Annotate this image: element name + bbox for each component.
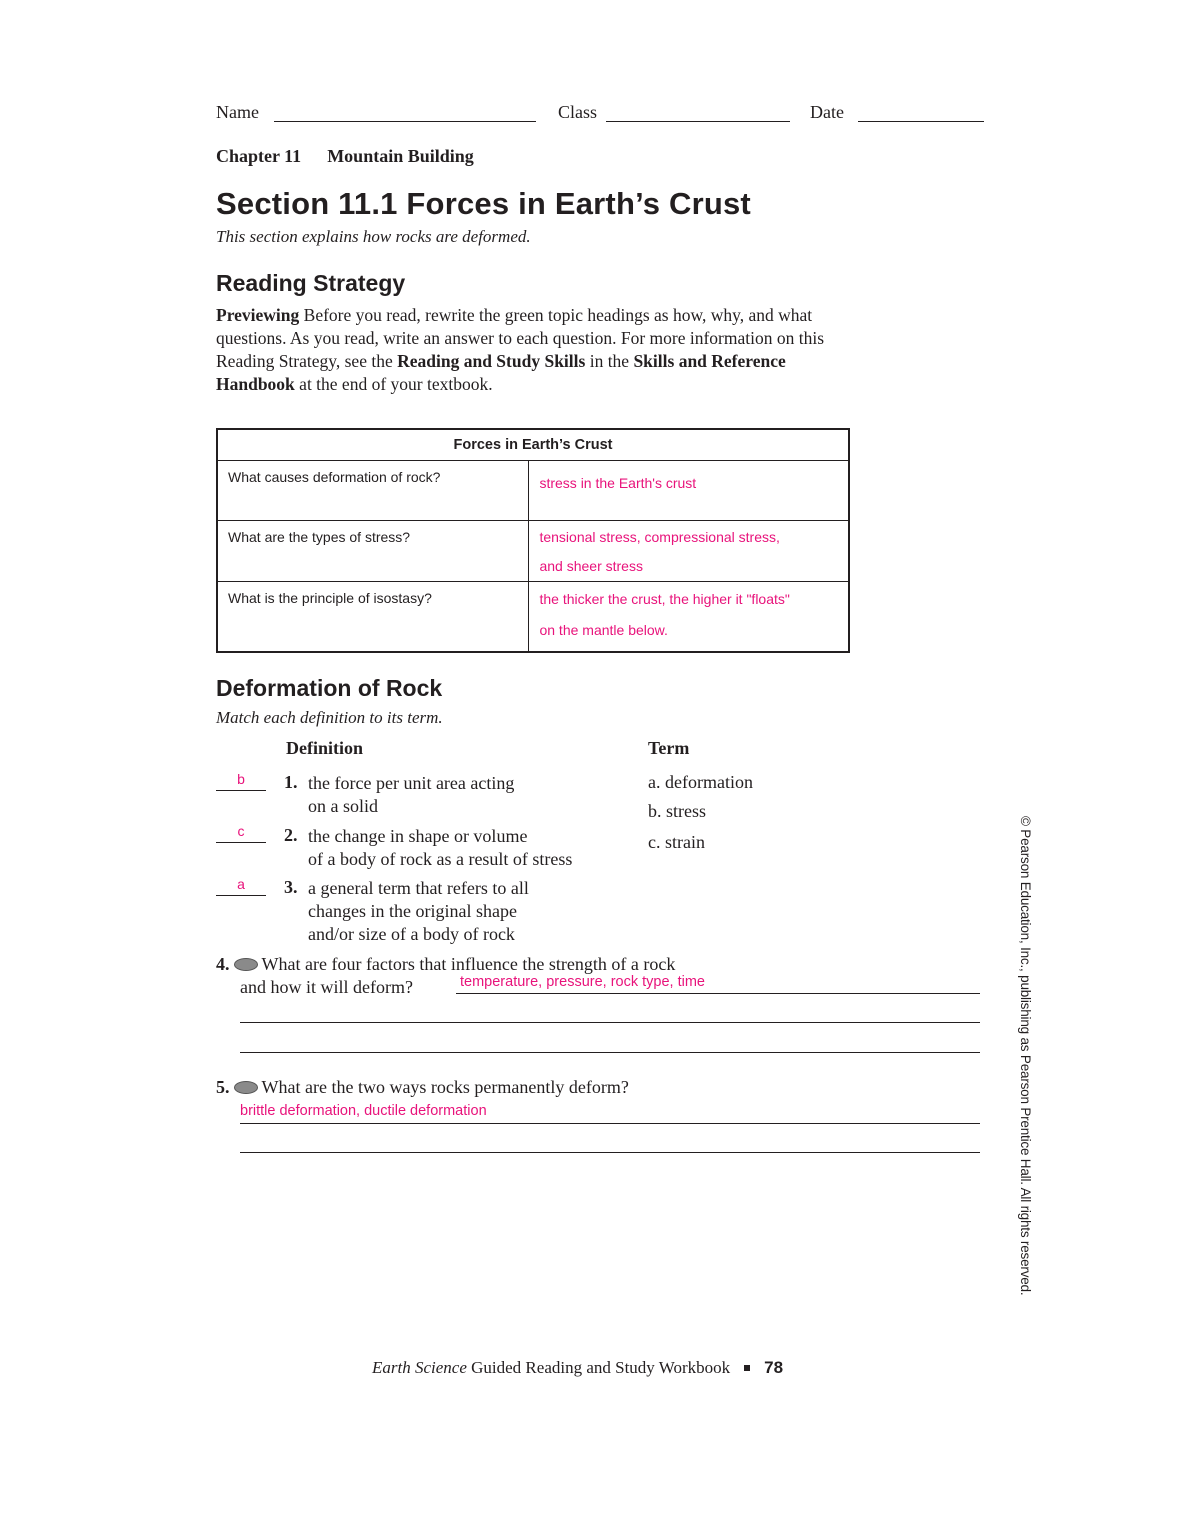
page-footer	[372, 1358, 783, 1378]
question-4-line-2: and how it will deform?	[240, 977, 413, 997]
match-definition	[308, 877, 529, 946]
match-answer: b	[237, 771, 245, 787]
match-blank[interactable]	[216, 790, 266, 791]
definition-line: of a body of rock as a result of stress	[308, 849, 573, 869]
chapter-title: Mountain Building	[327, 146, 474, 166]
deformation-heading: Deformation of Rock	[216, 675, 443, 701]
question-number: 4.	[216, 954, 230, 974]
match-number: 2.	[284, 825, 298, 845]
table-question: What is the principle of isostasy?	[228, 590, 432, 606]
table-question: What causes deformation of rock?	[228, 469, 441, 485]
question-5-answer: brittle deformation, ductile deformation	[240, 1103, 487, 1119]
table-row	[217, 582, 849, 652]
answer-line[interactable]	[240, 1123, 980, 1124]
answer-line[interactable]	[240, 1022, 980, 1023]
table-answer[interactable]	[529, 521, 848, 581]
table-answer[interactable]	[529, 461, 848, 498]
answer-line[interactable]	[240, 1152, 980, 1153]
match-number: 1.	[284, 772, 298, 792]
chapter-heading	[216, 146, 474, 167]
table-answer-line: the thicker the crust, the higher it "floats"	[539, 591, 790, 607]
match-blank[interactable]	[216, 895, 266, 896]
question-4-answer: temperature, pressure, rock type, time	[460, 974, 705, 990]
definition-line: and/or size of a body of rock	[308, 924, 515, 944]
match-answer: a	[237, 876, 245, 892]
question-text: What are four factors that influence the strength of a rock	[261, 954, 676, 974]
match-definition	[308, 772, 514, 818]
table-answer-line: and sheer stress	[539, 558, 643, 574]
match-answer: c	[237, 823, 245, 839]
table-answer-line: stress in the Earth's crust	[539, 475, 697, 491]
question-4	[216, 953, 675, 976]
definition-line: a general term that refers to all	[308, 878, 529, 898]
definition-line: the force per unit area acting	[308, 773, 515, 793]
match-definition	[308, 825, 572, 871]
strategy-text-1: Before you read, rewrite the green topic headings as how, why, and what questions. As you read, write an answer to each question. For more information on this Reading Strategy, see the	[216, 305, 825, 371]
term-item: c. strain	[648, 832, 705, 852]
reading-strategy-heading: Reading Strategy	[216, 270, 406, 296]
question-text: What are the two ways rocks permanently deform?	[261, 1077, 629, 1097]
key-concept-icon	[234, 1081, 258, 1094]
forces-table-title: Forces in Earth’s Crust	[217, 429, 849, 461]
answer-line[interactable]	[240, 1052, 980, 1053]
table-row	[217, 521, 849, 582]
name-field[interactable]	[274, 121, 536, 122]
strategy-bold-2: Skills and Reference Handbook	[216, 351, 786, 394]
page-number: 78	[764, 1358, 784, 1377]
forces-table	[216, 428, 850, 653]
copyright-notice: © Pearson Education, Inc., publishing as Pearson Prentice Hall. All rights reserved.	[1018, 816, 1033, 1296]
footer-book-title: Earth Science	[372, 1358, 467, 1377]
definition-line: changes in the original shape	[308, 901, 517, 921]
strategy-bold-1: Reading and Study Skills	[397, 351, 586, 371]
term-item: b. stress	[648, 801, 706, 821]
table-answer[interactable]	[529, 582, 848, 646]
question-5	[216, 1076, 629, 1099]
match-instructions: Match each definition to its term.	[216, 708, 443, 727]
table-question: What are the types of stress?	[228, 529, 411, 545]
definition-header: Definition	[286, 738, 364, 758]
strategy-lead: Previewing	[216, 305, 300, 325]
strategy-text-3: at the end of your textbook.	[294, 374, 493, 394]
strategy-text-2: in the	[585, 351, 634, 371]
date-field[interactable]	[858, 121, 984, 122]
question-number: 5.	[216, 1077, 230, 1097]
term-item: a. deformation	[648, 772, 753, 792]
class-field[interactable]	[606, 121, 790, 122]
section-subtitle: This section explains how rocks are deformed.	[216, 227, 531, 246]
footer-book-rest: Guided Reading and Study Workbook	[466, 1358, 731, 1377]
definition-line: the change in shape or volume	[308, 826, 528, 846]
term-header: Term	[648, 738, 690, 758]
table-row	[217, 461, 849, 521]
name-label: Name	[216, 102, 259, 122]
chapter-number: Chapter 11	[216, 146, 302, 166]
bullet-square-icon	[744, 1365, 750, 1371]
section-title: Section 11.1 Forces in Earth’s Crust	[216, 186, 751, 221]
key-concept-icon	[234, 958, 258, 971]
definition-line: on a solid	[308, 796, 378, 816]
answer-line[interactable]	[456, 993, 980, 994]
table-answer-line: tensional stress, compressional stress,	[539, 529, 780, 545]
table-answer-line: on the mantle below.	[539, 622, 668, 638]
reading-strategy-text	[216, 304, 856, 396]
match-number: 3.	[284, 877, 298, 897]
match-blank[interactable]	[216, 842, 266, 843]
date-label: Date	[810, 102, 844, 122]
class-label: Class	[558, 102, 598, 122]
